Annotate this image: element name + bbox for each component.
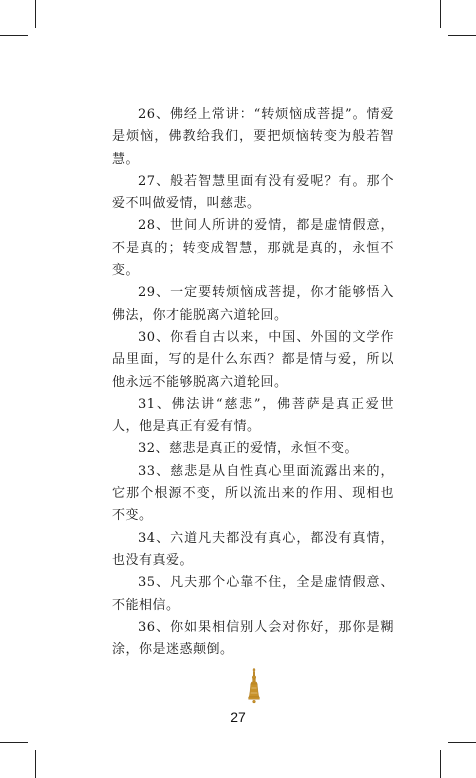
paragraph-26: 26、佛经上常讲：“转烦恼成菩提”。情爱是烦恼，佛教给我们，要把烦恼转变为般若智慧。 <box>112 107 394 167</box>
crop-mark <box>448 742 476 743</box>
crop-mark <box>440 750 441 778</box>
crop-mark <box>0 35 28 36</box>
crop-mark <box>440 0 441 28</box>
paragraph-36: 36、你如果相信别人会对你好，那你是糊涂，你是迷惑颠倒。 <box>112 619 394 658</box>
paragraph-32: 32、慈悲是真正的爱情，永恒不变。 <box>138 441 359 457</box>
paragraph-35: 35、凡夫那个心靠不住，全是虚情假意、不能相信。 <box>112 575 394 613</box>
paragraph-29: 29、一定要转烦恼成菩提，你才能够悟入佛法，你才能脱离六道轮回。 <box>112 285 394 323</box>
golden-bell-icon <box>248 668 260 704</box>
paragraph-30: 30、你看自古以来，中国、外国的文学作品里面，写的是什么东西？都是情与爱，所以他永远不能够脱离六道轮回。 <box>112 329 394 390</box>
body-text <box>112 104 394 661</box>
crop-mark <box>0 742 28 743</box>
crop-mark <box>35 0 36 28</box>
crop-mark <box>448 35 476 36</box>
page-number: 27 <box>230 709 246 725</box>
paragraph-31: 31、佛法讲“慈悲”，佛菩萨是真正爱世人，他是真正有爱有情。 <box>112 396 394 435</box>
paragraph-27: 27、般若智慧里面有没有爱呢？有。那个爱不叫做爱情，叫慈悲。 <box>112 173 394 212</box>
crop-mark <box>35 750 36 778</box>
paragraph-33: 33、慈悲是从自性真心里面流露出来的，它那个根源不变，所以流出来的作用、现相也不变。 <box>112 463 394 524</box>
paragraph-28: 28、世间人所讲的爱情，都是虚情假意，不是真的；转变成智慧，那就是真的，永恒不变。 <box>112 218 394 279</box>
paragraph-34: 34、六道凡夫都没有真心，都没有真情，也没有真爱。 <box>112 530 394 568</box>
